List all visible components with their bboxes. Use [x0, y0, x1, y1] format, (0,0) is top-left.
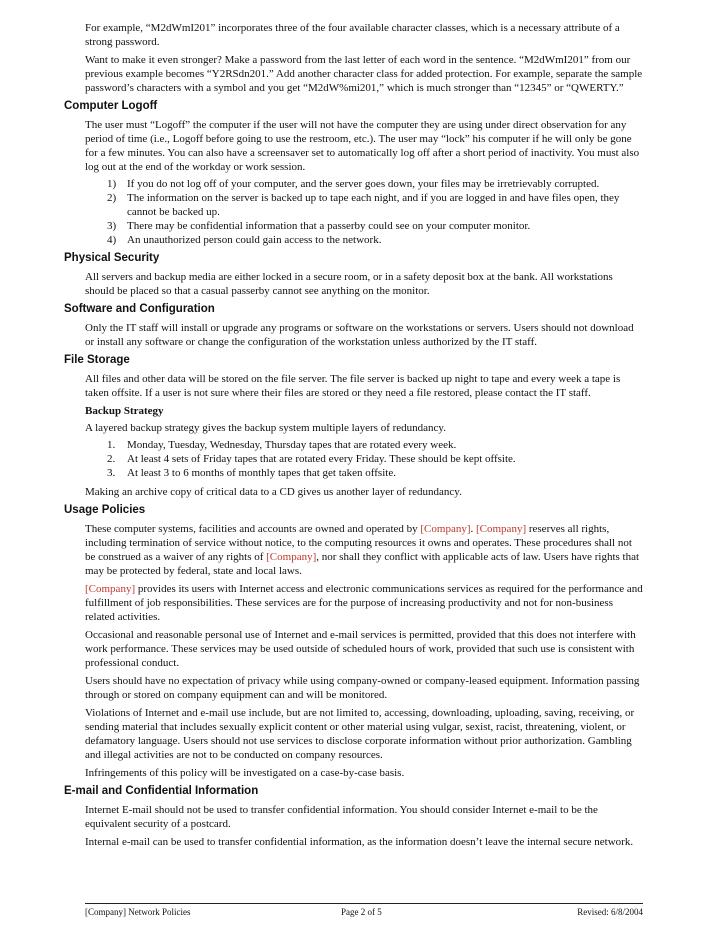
paragraph: Infringements of this policy will be investigated on a case-by-case basis.: [85, 766, 405, 779]
heading-file-storage: File Storage: [64, 354, 130, 366]
list-text: Monday, Tuesday, Wednesday, Thursday tapes that are rotated every week.: [127, 439, 457, 451]
text-run: These computer systems, facilities and accounts are owned and operated by: [85, 522, 421, 535]
list-number: 3): [107, 219, 117, 232]
list-text: At least 4 sets of Friday tapes that are rotated every Friday. These should be kept offsite.: [127, 453, 516, 465]
list-text: An unauthorized person could gain access to the network.: [127, 233, 382, 246]
company-placeholder: [Company]: [420, 522, 471, 535]
paragraph: Occasional and reasonable personal use of Internet and e-mail services is permitted, provided that this does not interfere with work performance. These services may be used outside of scheduled hours of work, provided that such use is consistent with professional conduct.: [85, 628, 636, 669]
footer-revision-date: Revised: 6/8/2004: [577, 907, 643, 917]
paragraph: Users should have no expectation of privacy while using company-owned or company-leased equipment. Information passing through or stored on company equipment can and will be monitored.: [85, 674, 640, 701]
intro-section: [85, 21, 644, 95]
physical-section: [85, 270, 644, 298]
footer-page-number: Page 2 of 5: [341, 907, 382, 917]
list-text: If you do not log off of your computer, and the server goes down, your files may be irretrievably corrupted.: [127, 178, 600, 190]
text-run: reserves all rights, including termination of service without notice, to the computing resources it owns and operates. These procedures shall not be construed as a waiver of any rights of: [85, 522, 632, 563]
list-text: At least 3 to 6 months of monthly tapes that get taken offsite.: [127, 467, 396, 479]
list-text: There may be confidential information that a passerby could see on your computer monitor.: [127, 219, 531, 232]
backup-list: [85, 439, 644, 481]
paragraph: A layered backup strategy gives the backup system multiple layers of redundancy.: [85, 422, 446, 434]
list-number: 1): [107, 178, 117, 190]
heading-email-confidential: E-mail and Confidential Information: [64, 784, 259, 797]
paragraph: For example, “M2dWmI201” incorporates three of the four available character classes, which is a necessary attribute of a strong password.: [85, 22, 620, 48]
page-footer: [85, 903, 643, 917]
list-item: [85, 192, 644, 219]
list-item: [85, 220, 644, 234]
paragraph: Making an archive copy of critical data to a CD gives us another layer of redundancy.: [85, 485, 462, 498]
paragraph: All files and other data will be stored on the file server. The file server is backed up night to tape and every week a tape is taken offsite. If a user is not sure where their files are stored or they need a file restored, please contact the IT staff.: [85, 373, 621, 399]
text-run: , nor shall they conflict with applicable acts of law. Users have rights that may be protected by federal, state and local laws.: [85, 550, 640, 577]
paragraph: [85, 582, 644, 624]
list-item: [85, 467, 644, 481]
paragraph: Internet E-mail should not be used to transfer confidential information. You should consider Internet e-mail to be the equivalent security of a postcard.: [85, 803, 598, 830]
paragraph: Violations of Internet and e-mail use include, but are not limited to, accessing, downloading, uploading, saving, receiving, or sending material that includes sexually explicit content or other material using vulgar, sexist, racist, threatening, violent, or defamatory language. Users should not use services to disclose corporate information without prior authorization. Gambling and illegal activities are not to be conducted on company resources.: [85, 706, 635, 761]
list-number: 3.: [107, 467, 116, 479]
company-placeholder: [Company]: [476, 522, 527, 535]
heading-computer-logoff: Computer Logoff: [64, 100, 158, 112]
paragraph: The user must “Logoff” the computer if the user will not have the computer they are using under direct observation for any period of time (i.e., Logoff before going to use the restroom, etc.). The user may “lock” his computer if he will only be gone for a few minutes. You can also have a screensaver set to automatically log off after a short period of inactivity. You must also log out at the end of the workday or work session.: [85, 119, 640, 173]
page-content: [64, 21, 644, 853]
subheading-backup-strategy: Backup Strategy: [85, 405, 164, 417]
paragraph: Internal e-mail can be used to transfer confidential information, as the information doesn’t leave the internal secure network.: [85, 835, 634, 848]
paragraph: [85, 522, 644, 578]
text-run: .: [470, 522, 476, 535]
paragraph: Only the IT staff will install or upgrade any programs or software on the workstations or servers. Users should not download or install any software or change the configuration of the workstation unless authorized by the IT staff.: [85, 322, 634, 348]
list-item: [85, 178, 644, 192]
company-placeholder: [Company]: [85, 582, 136, 595]
company-placeholder: [Company]: [266, 550, 317, 563]
email-section: [85, 803, 644, 849]
list-number: 2): [107, 192, 117, 204]
logoff-list: [85, 178, 644, 247]
paragraph: Want to make it even stronger? Make a password from the last letter of each word in the sentence. “M2dWmI201” from our previous example becomes “Y2RSdn201.” Add another character class for added protection. For example, separate the sample password’s characters with a symbol and you get “M2dW%mi201,” which is much stronger than “12345” or “QWERTY.”: [85, 54, 643, 94]
list-number: 2.: [107, 453, 116, 465]
footer-document-title: [Company] Network Policies: [85, 907, 191, 917]
list-number: 1.: [107, 439, 116, 451]
list-item: [85, 234, 644, 248]
list-item: [85, 439, 644, 453]
paragraph: All servers and backup media are either locked in a secure room, or in a safety deposit box at the bank. All workstations should be placed so that a casual passerby cannot see anything on the monitor.: [85, 271, 613, 297]
heading-physical-security: Physical Security: [64, 252, 160, 264]
software-section: [85, 321, 644, 349]
heading-software-configuration: Software and Configuration: [64, 303, 215, 315]
list-text: The information on the server is backed up to tape each night, and if you are logged in and have files open, they cannot be backed up.: [127, 192, 620, 218]
logoff-section: [85, 118, 644, 247]
list-number: 4): [107, 233, 117, 246]
storage-section: [85, 372, 644, 499]
usage-section: [85, 522, 644, 780]
text-run: provides its users with Internet access and electronic communications services as required for the performance and fulfillment of job responsibilities. These services are for the purpose of increasing productivity and not for non-business related activities.: [85, 582, 643, 623]
list-item: [85, 453, 644, 467]
heading-usage-policies: Usage Policies: [64, 503, 146, 516]
